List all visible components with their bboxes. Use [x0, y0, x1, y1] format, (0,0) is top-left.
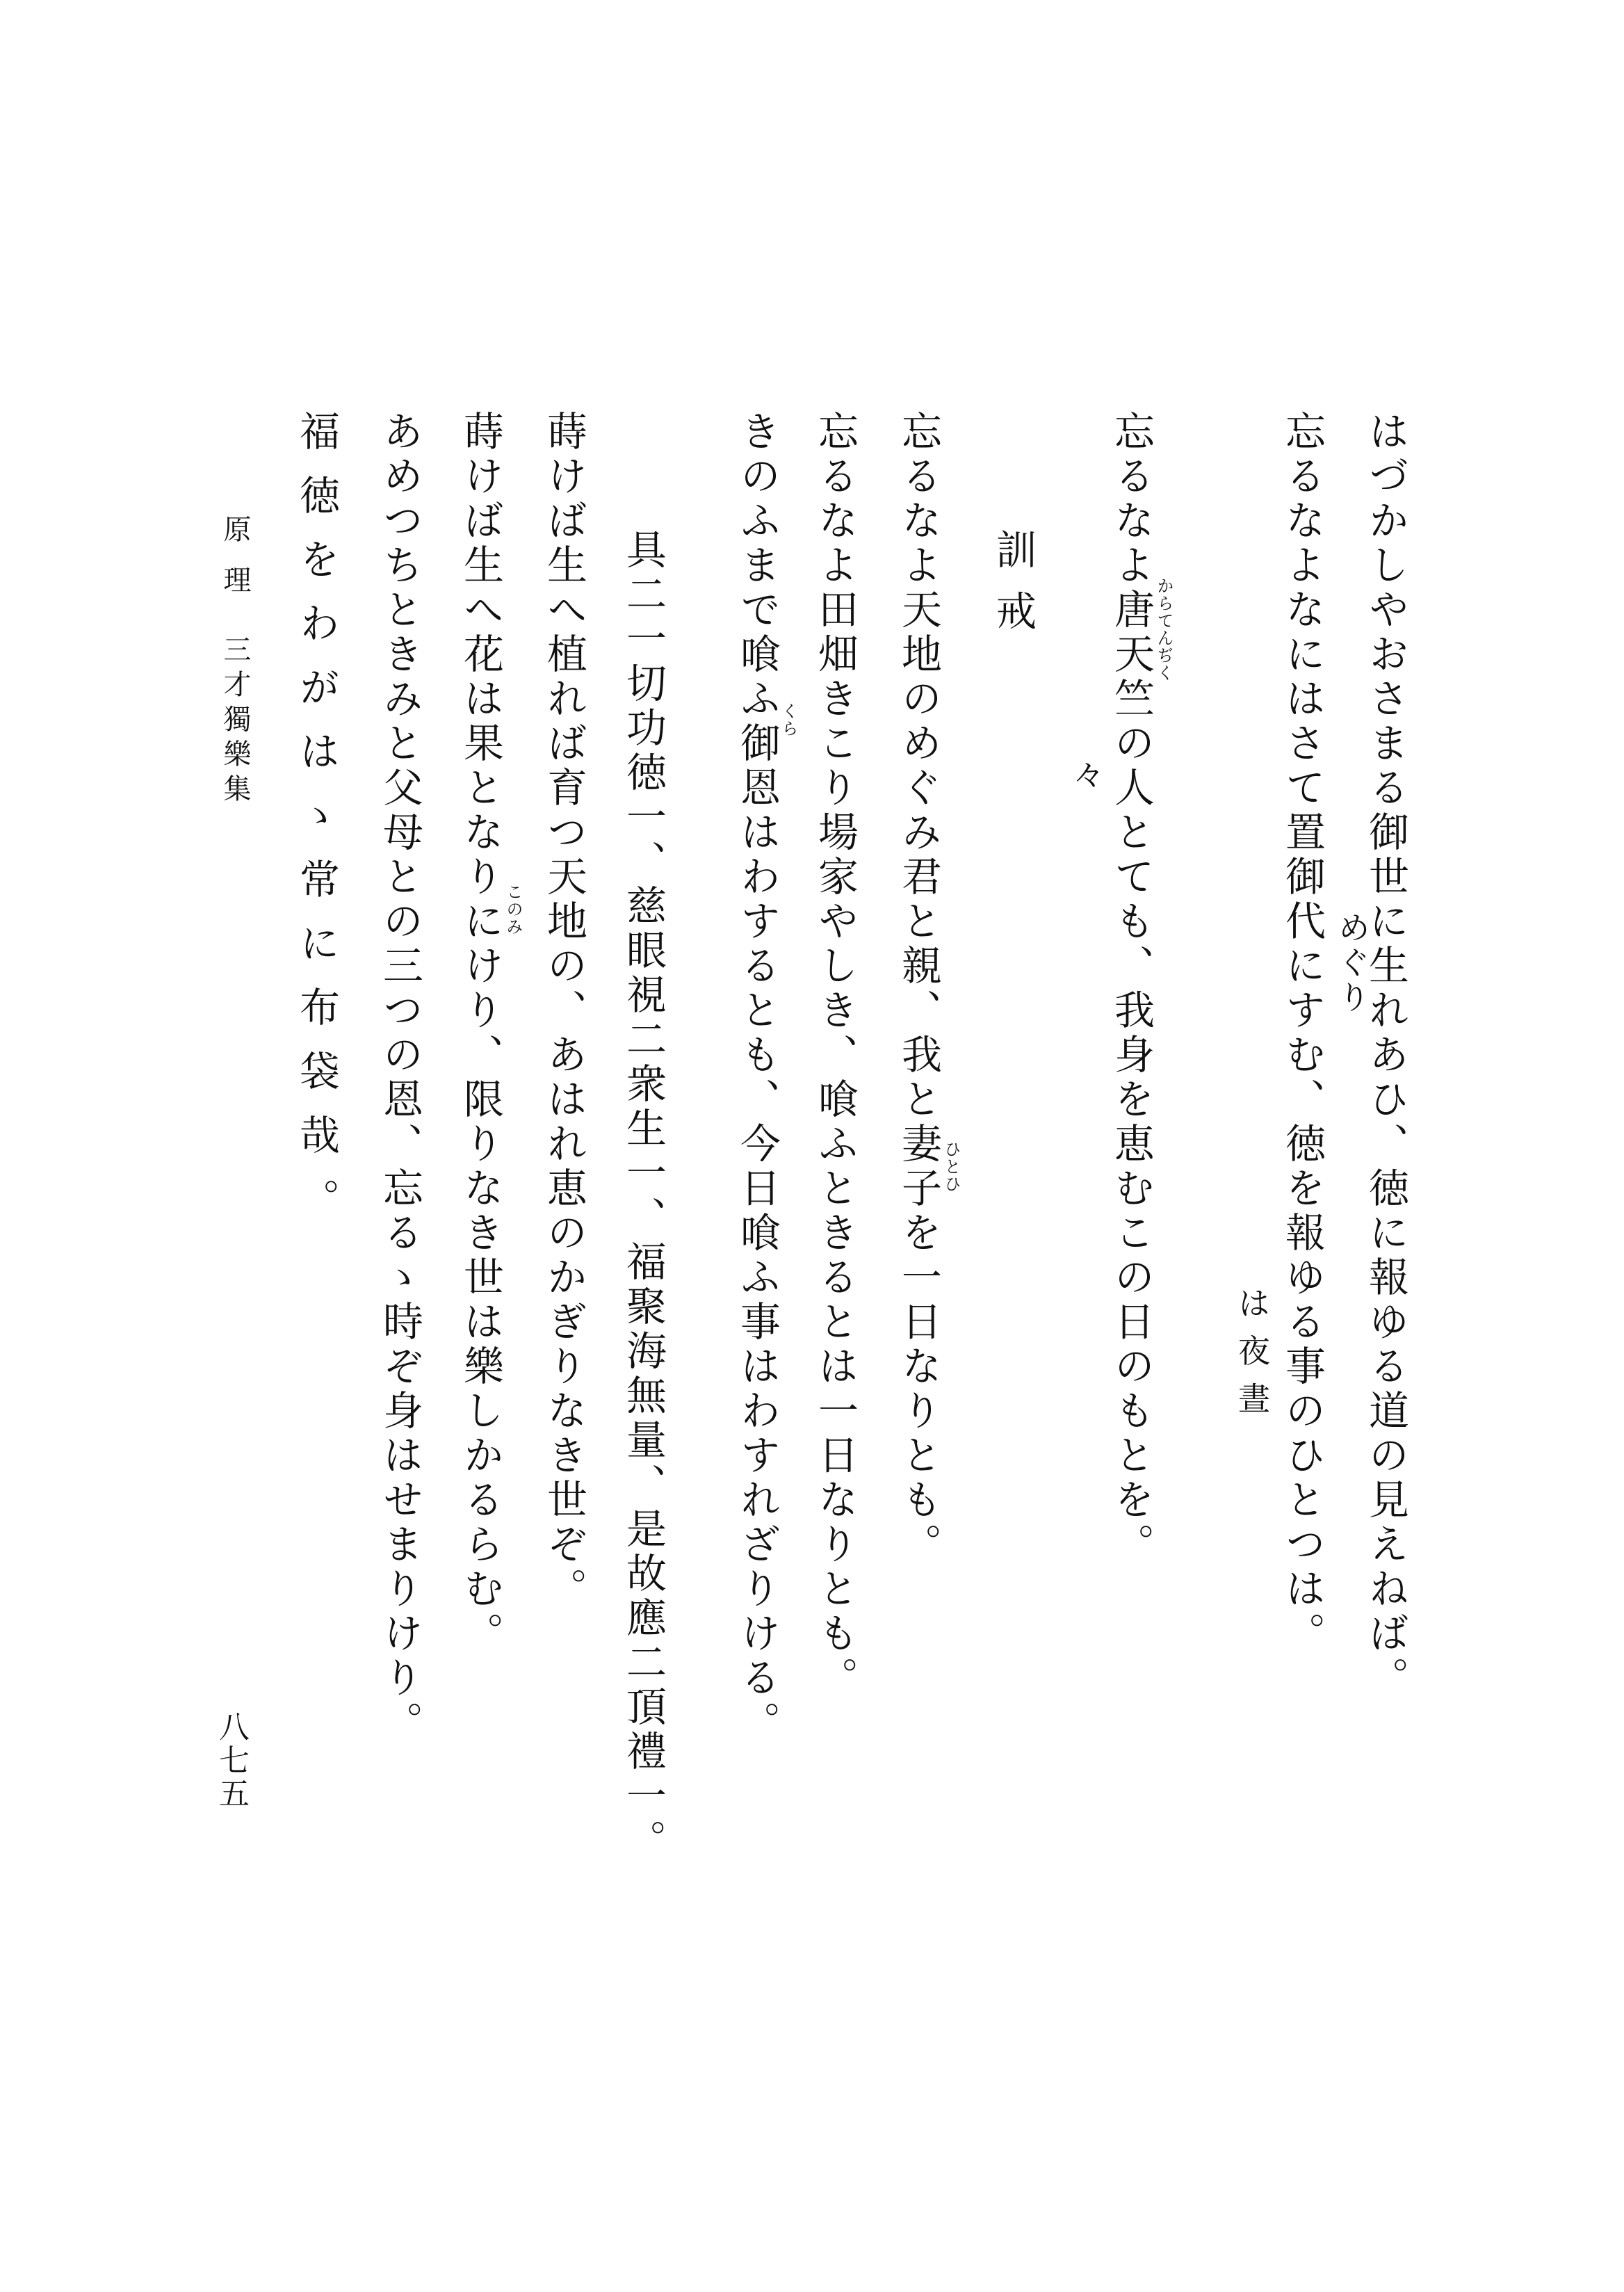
poem-line-6: きのふまで喰ふ御恩はわするとも、今日喰ふ事はわすれざりける。	[733, 410, 781, 1745]
interlinear-note-kanji-mark: 々	[1068, 758, 1105, 793]
poem-line-8: 蒔けば生へ植れば育つ天地の、あはれ恵のかぎりなき世ぞ。	[540, 410, 587, 1612]
section-heading: 訓 戒	[989, 528, 1037, 635]
poem-line-11: 福徳をわがはゝ常に布袋哉。	[293, 410, 340, 1242]
poem-line-7: 具二一切功徳一、慈眼視二衆生一、福聚海無量、是故應二頂禮一。	[619, 528, 667, 1864]
ruby-konomi: このみ	[503, 883, 523, 935]
poem-line-3: 忘るなよ唐天竺の人とても、我身を恵むこの日のもとを。	[1107, 410, 1155, 1567]
poem-line-9: 蒔けば生へ花は果となりにけり、限りなき世は樂しかるらむ。	[457, 410, 504, 1656]
interlinear-note-yoru-hiru: は 夜 晝	[1233, 1286, 1271, 1417]
interlinear-note-meguri: めぐり	[1333, 911, 1371, 1015]
poem-line-1: はづかしやおさまる御世に生れあひ、徳に報ゆる道の見えねば。	[1362, 410, 1409, 1701]
poem-line-5: 忘るなよ田畑きこり場家やしき、喰ふときるとは一日なりとも。	[811, 410, 859, 1701]
ruby-kurau: くら	[779, 702, 798, 737]
poem-line-10: あめつちときみと父母との三つの恩、忘るゝ時ぞ身はせまりけり。	[376, 410, 423, 1745]
ruby-hitohi: ひとひ	[941, 1140, 961, 1193]
poem-line-2: 忘るなよなにはさて置御代にすむ、徳を報ゆる事のひとつは。	[1278, 410, 1326, 1656]
ruby-karatenjiku: からてんぢく	[1154, 577, 1174, 681]
poem-line-4: 忘るなよ天地のめぐみ君と親、我と妻子を一日なりとも。	[895, 410, 942, 1567]
running-header: 原 理 三才獨樂集	[219, 515, 251, 809]
page-number: 八七五	[213, 1711, 249, 1811]
